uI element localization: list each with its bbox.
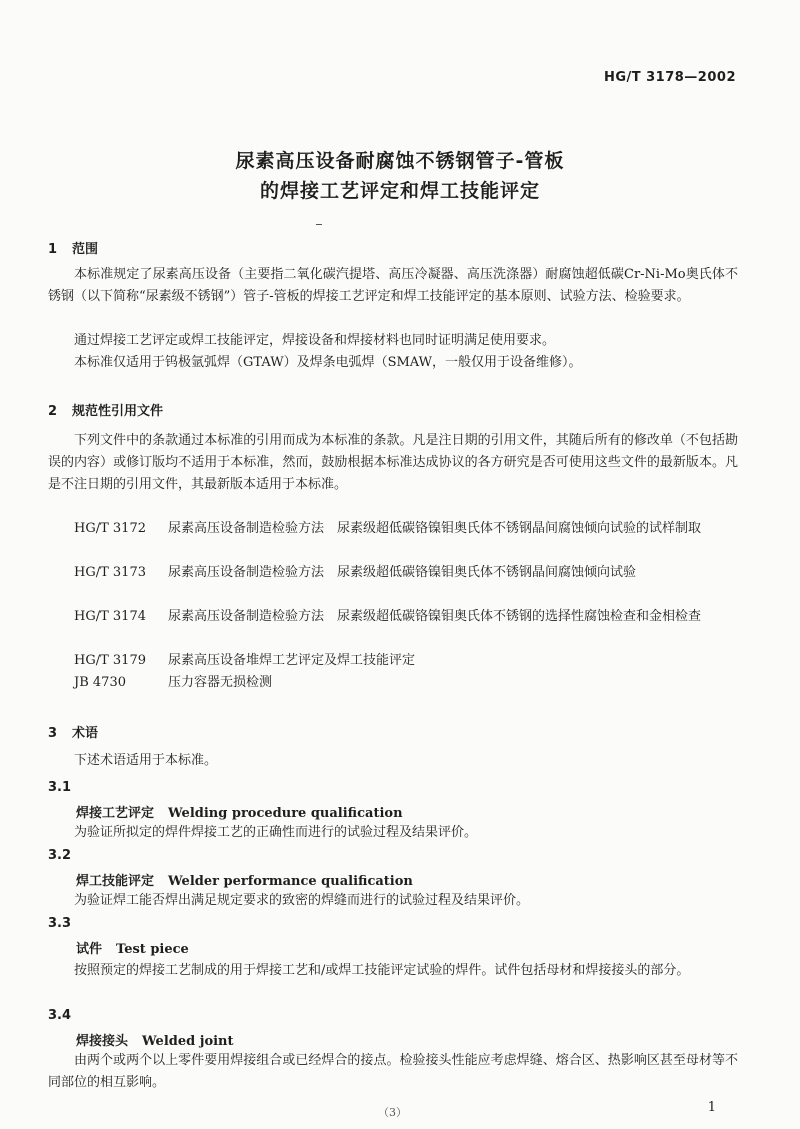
clause-number: 3.3	[48, 916, 72, 931]
term-chinese: 焊接工艺评定	[76, 806, 155, 821]
document-title-line-2: 的焊接工艺评定和焊工技能评定	[259, 180, 540, 202]
page-folio: （3）	[378, 1106, 407, 1119]
section-title: 范围	[72, 242, 99, 257]
section-2-heading	[48, 400, 163, 419]
term-chinese: 试件	[76, 942, 103, 957]
reference-item	[48, 562, 738, 584]
reference-code: HG/T 3173	[74, 565, 146, 580]
document-title-line-1: 尿素高压设备耐腐蚀不锈钢管子-管板	[235, 150, 565, 172]
term-heading	[76, 802, 403, 821]
term-chinese: 焊工技能评定	[76, 874, 155, 889]
clause-number: 3.1	[48, 780, 72, 795]
reference-title: 尿素高压设备制造检验方法 尿素级超低碳铬镍钼奥氏体不锈钢晶间腐蚀倾向试验	[168, 565, 637, 580]
section-number: 1	[48, 242, 58, 257]
section-3-intro: 下述术语适用于本标准。	[74, 753, 218, 768]
term-heading	[76, 870, 413, 889]
section-1-para-1: 本标准规定了尿素高压设备（主要指二氧化碳汽提塔、高压冷凝器、高压洗涤器）耐腐蚀超低碳Cr-Ni-Mo奥氏体不锈钢（以下简称“尿素级不锈钢”）管子-管板的焊接工艺评定和焊工技能评定的基本原则、试验方法、检验要求。	[48, 267, 738, 304]
clause-number: 3.2	[48, 848, 72, 863]
term-heading	[76, 938, 189, 957]
term-english: Welded joint	[142, 1034, 234, 1049]
reference-item	[48, 518, 738, 540]
clause-number: 3.4	[48, 1008, 72, 1023]
reference-item	[48, 606, 738, 628]
reference-code: HG/T 3174	[74, 609, 146, 624]
reference-title: 压力容器无损检测	[168, 675, 273, 690]
term-definition: 为验证焊工能否焊出满足规定要求的致密的焊缝而进行的试验过程及结果评价。	[74, 893, 530, 908]
term-chinese: 焊接接头	[76, 1034, 129, 1049]
term-definition: 由两个或两个以上零件要用焊接组合或已经焊合的接点。检验接头性能应考虑焊缝、熔合区、热影响区甚至母材等不同部位的相互影响。	[48, 1053, 738, 1090]
term-english: Test piece	[116, 942, 189, 957]
reference-code: HG/T 3172	[74, 521, 146, 536]
reference-title: 尿素高压设备制造检验方法 尿素级超低碳铬镍钼奥氏体不锈钢的选择性腐蚀检查和金相检查	[168, 609, 702, 624]
section-2-intro: 下列文件中的条款通过本标准的引用而成为本标准的条款。凡是注日期的引用文件，其随后所有的修改单（不包括勘误的内容）或修订版均不适用于本标准，然而，鼓励根据本标准达成协议的各方研究是否可使用这些文件的最新版本。凡是不注日期的引用文件，其最新版本适用于本标准。	[48, 433, 738, 492]
term-definition: 为验证所拟定的焊件焊接工艺的正确性而进行的试验过程及结果评价。	[74, 825, 478, 840]
term-heading	[76, 1030, 234, 1049]
reference-code: HG/T 3179	[74, 653, 146, 668]
section-number: 2	[48, 404, 58, 419]
reference-code: JB 4730	[74, 675, 126, 690]
section-3-heading	[48, 722, 98, 741]
standard-code: HG/T 3178—2002	[603, 70, 736, 85]
section-1-para-2: 通过焊接工艺评定或焊工技能评定，焊接设备和焊接材料也同时证明满足使用要求。	[74, 333, 556, 348]
term-definition: 按照预定的焊接工艺制成的用于焊接工艺和/或焊工技能评定试验的焊件。试件包括母材和焊接接头的部分。	[74, 963, 690, 978]
title-divider	[316, 224, 322, 225]
section-title: 规范性引用文件	[72, 404, 164, 419]
section-1-heading	[48, 238, 98, 257]
page-number: 1	[707, 1100, 716, 1115]
section-title: 术语	[72, 726, 99, 741]
reference-title: 尿素高压设备堆焊工艺评定及焊工技能评定	[168, 653, 416, 668]
term-english: Welder performance qualification	[168, 874, 413, 889]
reference-item	[48, 650, 738, 672]
reference-title: 尿素高压设备制造检验方法 尿素级超低碳铬镍钼奥氏体不锈钢晶间腐蚀倾向试验的试样制取	[168, 521, 702, 536]
section-1-para-3: 本标准仅适用于钨极氩弧焊（GTAW）及焊条电弧焊（SMAW，一般仅用于设备维修）。	[74, 355, 582, 370]
reference-item	[48, 672, 738, 694]
term-english: Welding procedure qualification	[168, 806, 403, 821]
section-number: 3	[48, 726, 58, 741]
